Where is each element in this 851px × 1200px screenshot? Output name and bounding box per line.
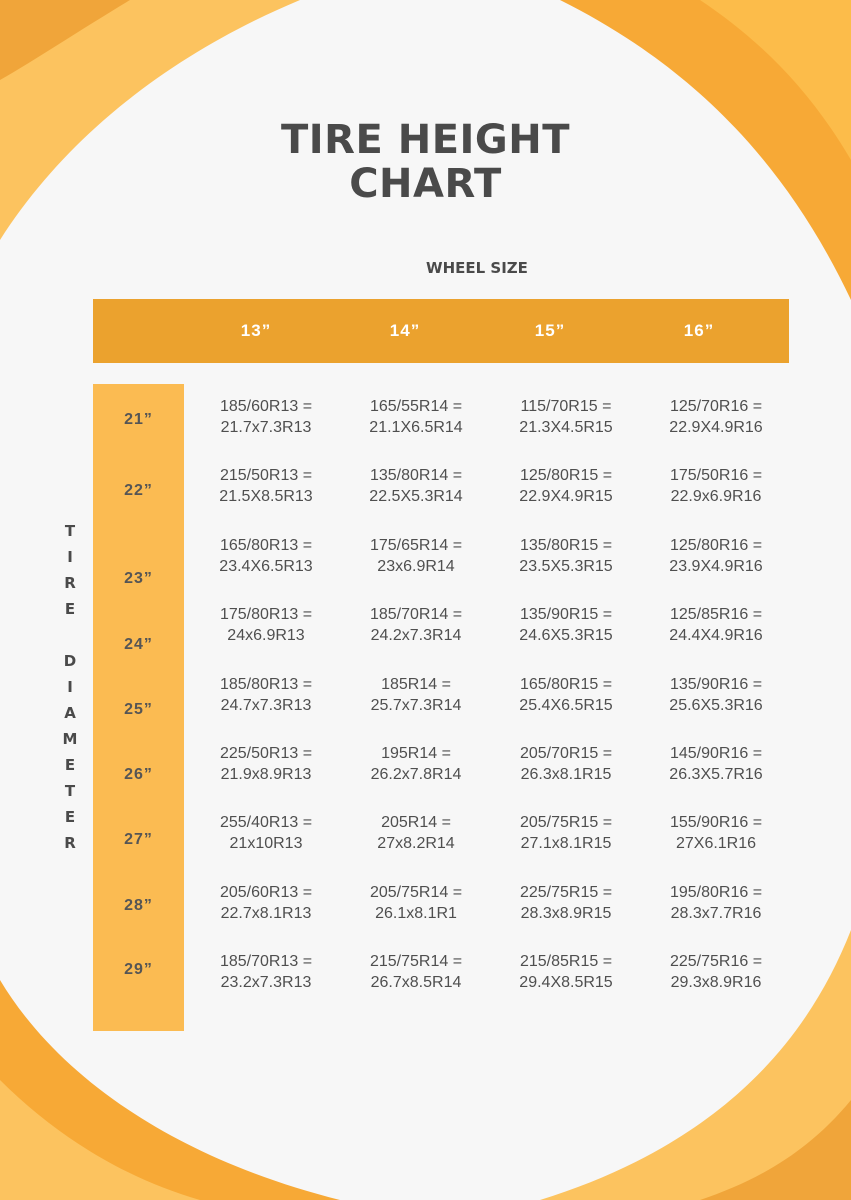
tire-size-code: 145/90R16 = xyxy=(669,745,763,762)
tire-size-code: 215/50R13 = xyxy=(219,467,313,485)
diameter-label-29: 29” xyxy=(124,961,153,978)
vertical-letter: E xyxy=(64,808,76,826)
tire-dimensions: 29.3x8.9R16 xyxy=(670,974,762,992)
tire-size-cell xyxy=(641,396,791,438)
tire-size-code: 165/80R13 = xyxy=(219,536,313,554)
vertical-word-gap xyxy=(55,622,85,648)
tire-size-code: 225/50R13 = xyxy=(219,745,313,762)
tire-size-code: 125/85R16 = xyxy=(669,606,763,624)
tire-size-code: 185R14 = xyxy=(381,675,451,693)
tire-dimensions: 22.9X4.9R16 xyxy=(669,419,763,436)
tire-size-code: 125/70R16 = xyxy=(669,398,763,415)
tire-dimensions: 22.7x8.1R13 xyxy=(220,904,312,922)
tire-dimensions: 21.1X6.5R14 xyxy=(369,419,463,436)
tire-dimensions: 28.3x8.9R15 xyxy=(520,904,612,922)
diameter-label-25: 25” xyxy=(124,701,153,718)
tire-dimensions: 23x6.9R14 xyxy=(377,557,455,575)
tire-dimensions: 21.9x8.9R13 xyxy=(220,766,312,783)
tire-size-code: 135/90R15 = xyxy=(519,606,613,624)
tire-dimensions: 23.5X5.3R15 xyxy=(519,557,613,575)
tire-size-cell xyxy=(191,674,341,716)
tire-size-cell xyxy=(191,743,341,785)
tire-size-cell xyxy=(191,535,341,577)
tire-dimensions: 27.1x8.1R15 xyxy=(520,835,612,853)
tire-dimensions: 29.4X8.5R15 xyxy=(519,974,613,992)
tire-dimensions: 21x10R13 xyxy=(229,835,303,853)
diameter-label-27: 27” xyxy=(124,831,153,848)
tire-size-cell xyxy=(191,812,341,854)
tire-size-cell xyxy=(341,396,491,438)
tire-dimensions: 25.6X5.3R16 xyxy=(669,696,763,714)
tire-dimensions: 26.3X5.7R16 xyxy=(669,766,763,783)
diameter-label-21: 21” xyxy=(124,411,153,428)
tire-dimensions: 27X6.1R16 xyxy=(675,835,757,853)
wheel-size-header-13: 13” xyxy=(240,321,272,340)
tire-dimensions: 25.4X6.5R15 xyxy=(519,696,613,714)
tire-size-code: 225/75R15 = xyxy=(519,883,613,901)
title-line-2: CHART xyxy=(349,161,502,207)
wheel-size-header-16: 16” xyxy=(683,321,715,340)
tire-size-code: 205/60R13 = xyxy=(219,883,313,901)
tire-size-cell xyxy=(191,396,341,438)
vertical-letter: I xyxy=(67,678,73,696)
tire-dimensions: 23.4X6.5R13 xyxy=(219,557,313,575)
diameter-label-26: 26” xyxy=(124,766,153,783)
diameter-label-28: 28” xyxy=(124,897,153,914)
tire-size-cell xyxy=(491,396,641,438)
title-line-1: TIRE HEIGHT xyxy=(281,117,570,163)
tire-dimensions: 24.4X4.9R16 xyxy=(669,627,763,645)
tire-size-cell xyxy=(491,604,641,646)
tire-dimensions: 24.2x7.3R14 xyxy=(370,627,462,645)
page-title xyxy=(0,118,851,206)
tire-dimensions: 26.2x7.8R14 xyxy=(370,766,462,783)
tire-size-cell xyxy=(341,604,491,646)
wheel-size-header-14: 14” xyxy=(389,321,421,340)
vertical-letter: R xyxy=(64,834,76,852)
tire-size-cell xyxy=(341,812,491,854)
tire-size-code: 255/40R13 = xyxy=(219,814,313,832)
tire-dimensions: 23.2x7.3R13 xyxy=(220,974,312,992)
tire-size-cell xyxy=(641,951,791,993)
vertical-letter: I xyxy=(67,548,73,566)
tire-dimensions: 21.7x7.3R13 xyxy=(220,419,312,436)
tire-size-cell xyxy=(191,882,341,924)
tire-dimensions: 22.9X4.9R15 xyxy=(519,488,613,506)
tire-size-code: 175/80R13 = xyxy=(219,606,313,624)
tire-size-cell xyxy=(641,882,791,924)
tire-size-code: 125/80R16 = xyxy=(669,536,763,554)
tire-size-code: 225/75R16 = xyxy=(669,953,763,971)
vertical-letter: E xyxy=(64,600,76,618)
tire-size-code: 205/75R15 = xyxy=(519,814,613,832)
tire-size-cell xyxy=(191,951,341,993)
tire-dimensions: 24x6.9R13 xyxy=(227,627,305,645)
tire-size-code: 135/80R15 = xyxy=(519,536,613,554)
tire-size-cell xyxy=(341,465,491,507)
vertical-letter: D xyxy=(63,652,77,670)
tire-size-code: 135/80R14 = xyxy=(369,467,463,485)
wheel-size-header-15: 15” xyxy=(534,321,566,340)
tire-size-cell xyxy=(491,812,641,854)
tire-size-code: 185/60R13 = xyxy=(219,398,313,415)
tire-size-cell xyxy=(491,882,641,924)
tire-size-cell xyxy=(341,882,491,924)
tire-dimensions: 22.9x6.9R16 xyxy=(670,488,762,506)
tire-dimensions: 21.3X4.5R15 xyxy=(519,419,613,436)
tire-dimensions: 26.1x8.1R1 xyxy=(375,904,457,922)
tire-dimensions: 21.5X8.5R13 xyxy=(219,488,313,506)
tire-size-code: 195R14 = xyxy=(381,745,451,762)
vertical-letter: A xyxy=(64,704,76,722)
vertical-letter: R xyxy=(64,574,76,592)
tire-size-cell xyxy=(491,674,641,716)
tire-size-code: 215/85R15 = xyxy=(519,953,613,971)
tire-size-code: 195/80R16 = xyxy=(669,883,763,901)
tire-size-cell xyxy=(341,674,491,716)
tire-size-cell xyxy=(491,535,641,577)
tire-dimensions: 23.9X4.9R16 xyxy=(669,557,763,575)
diameter-label-24: 24” xyxy=(124,636,153,653)
tire-size-code: 115/70R15 = xyxy=(520,398,612,415)
tire-size-cell xyxy=(191,604,341,646)
tire-size-code: 205R14 = xyxy=(381,814,451,832)
tire-dimensions: 26.7x8.5R14 xyxy=(370,974,462,992)
tire-size-cell xyxy=(491,951,641,993)
tire-size-code: 175/50R16 = xyxy=(669,467,763,485)
tire-size-code: 165/80R15 = xyxy=(519,675,613,693)
tire-diameter-vertical-label xyxy=(55,518,85,856)
tire-dimensions: 24.7x7.3R13 xyxy=(220,696,312,714)
tire-size-code: 205/75R14 = xyxy=(369,883,463,901)
tire-size-code: 205/70R15 = xyxy=(519,745,613,762)
tire-dimensions: 25.7x7.3R14 xyxy=(370,696,462,714)
tire-dimensions: 27x8.2R14 xyxy=(377,835,455,853)
tire-size-code: 175/65R14 = xyxy=(369,536,463,554)
tire-size-cell xyxy=(191,465,341,507)
tire-size-code: 185/70R13 = xyxy=(219,953,313,971)
tire-dimensions: 24.6X5.3R15 xyxy=(519,627,613,645)
tire-size-cell xyxy=(641,604,791,646)
tire-size-cell xyxy=(491,465,641,507)
vertical-letter: M xyxy=(62,730,78,748)
tire-size-code: 155/90R16 = xyxy=(669,814,763,832)
tire-size-cell xyxy=(341,743,491,785)
tire-dimensions: 26.3x8.1R15 xyxy=(520,766,612,783)
tire-size-cell xyxy=(341,951,491,993)
diameter-label-22: 22” xyxy=(124,482,153,499)
tire-size-cell xyxy=(641,535,791,577)
tire-size-cell xyxy=(641,812,791,854)
tire-size-cell xyxy=(641,674,791,716)
tire-size-code: 165/55R14 = xyxy=(369,398,463,415)
tire-dimensions: 22.5X5.3R14 xyxy=(369,488,463,506)
tire-dimensions: 28.3x7.7R16 xyxy=(670,904,762,922)
tire-diameter-column xyxy=(93,384,184,1031)
tire-size-cell xyxy=(341,535,491,577)
vertical-letter: T xyxy=(64,522,76,540)
diameter-label-23: 23” xyxy=(124,570,153,587)
tire-size-code: 215/75R14 = xyxy=(369,953,463,971)
wheel-size-label: WHEEL SIZE xyxy=(426,259,528,277)
tire-size-code: 135/90R16 = xyxy=(669,675,763,693)
vertical-letter: E xyxy=(64,756,76,774)
tire-size-cell xyxy=(641,743,791,785)
vertical-letter: T xyxy=(64,782,76,800)
tire-size-code: 125/80R15 = xyxy=(519,467,613,485)
tire-size-cell xyxy=(491,743,641,785)
wheel-size-header-bar xyxy=(93,299,789,363)
tire-size-code: 185/70R14 = xyxy=(369,606,463,624)
tire-size-cell xyxy=(641,465,791,507)
tire-size-code: 185/80R13 = xyxy=(219,675,313,693)
